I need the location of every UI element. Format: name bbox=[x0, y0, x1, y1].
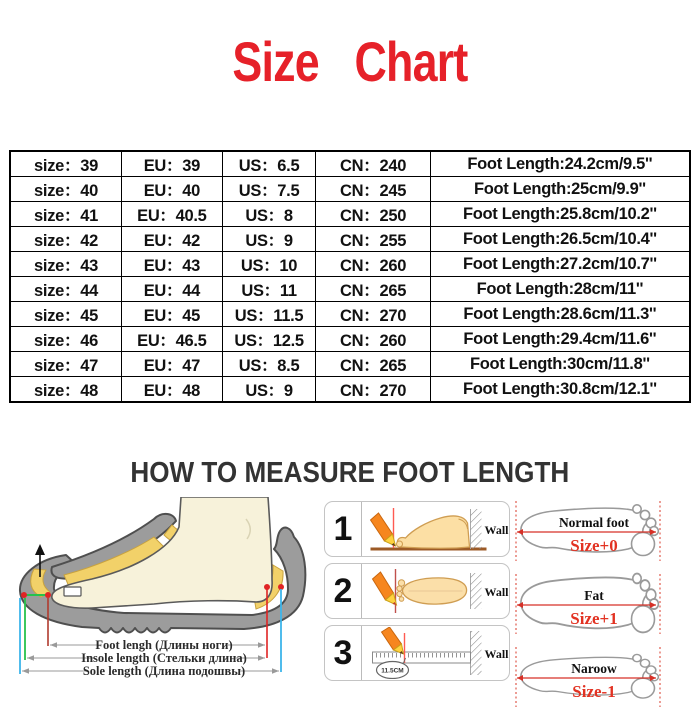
size-table-row bbox=[10, 302, 690, 327]
eu-cell: EU：47 bbox=[122, 352, 223, 377]
eu-cell: EU：46.5 bbox=[122, 327, 223, 352]
measure-step-1 bbox=[324, 501, 510, 557]
foot-length-cell: Foot Length:29.4cm/11.6'' bbox=[430, 327, 690, 352]
page-title bbox=[0, 30, 700, 94]
size-cell: size：42 bbox=[10, 227, 122, 252]
size-cell: size：48 bbox=[10, 377, 122, 403]
size-cell: size：41 bbox=[10, 202, 122, 227]
eu-cell: EU：42 bbox=[122, 227, 223, 252]
cn-cell: CN：255 bbox=[316, 227, 430, 252]
size-table-row bbox=[10, 377, 690, 403]
size-table-row bbox=[10, 352, 690, 377]
foot-length-cell: Foot Length:30cm/11.8'' bbox=[430, 352, 690, 377]
size-table-row bbox=[10, 177, 690, 202]
foot-type-name: Naroow bbox=[571, 661, 617, 676]
step-2-illustration bbox=[362, 565, 509, 617]
us-cell: US：11 bbox=[222, 277, 316, 302]
step-1-illustration bbox=[362, 503, 509, 555]
sole-length-label: Sole length (Длина подошвы) bbox=[82, 664, 246, 678]
size-chart-infographic bbox=[0, 30, 700, 711]
foot-side-view bbox=[397, 516, 469, 548]
measure-step-3 bbox=[324, 625, 510, 681]
up-arrow-icon bbox=[35, 544, 45, 555]
cn-cell: CN：270 bbox=[316, 377, 430, 403]
us-cell: US：12.5 bbox=[222, 327, 316, 352]
pencil-icon bbox=[373, 572, 397, 605]
wall-label: Wall bbox=[484, 523, 509, 537]
cn-cell: CN：265 bbox=[316, 352, 430, 377]
foot-type-diagrams bbox=[506, 499, 698, 718]
size-cell: size：47 bbox=[10, 352, 122, 377]
cn-cell: CN：260 bbox=[316, 252, 430, 277]
step-number: 3 bbox=[325, 626, 362, 680]
us-cell: US：9 bbox=[222, 377, 316, 403]
foot-type-normal bbox=[506, 499, 698, 563]
wall-label: Wall bbox=[484, 647, 509, 661]
shoe-cross-section-diagram bbox=[4, 497, 316, 709]
foot-type-narrow bbox=[506, 645, 698, 709]
foot-length-label: Foot lengh (Длины ноги) bbox=[95, 638, 233, 652]
size-table bbox=[9, 150, 691, 403]
size-table-row bbox=[10, 227, 690, 252]
us-cell: US：9 bbox=[222, 227, 316, 252]
size-cell: size：39 bbox=[10, 151, 122, 177]
eu-cell: EU：43 bbox=[122, 252, 223, 277]
eu-cell: EU：45 bbox=[122, 302, 223, 327]
foot-length-cell: Foot Length:24.2cm/9.5'' bbox=[430, 151, 690, 177]
cn-cell: CN：270 bbox=[316, 302, 430, 327]
eu-cell: EU：39 bbox=[122, 151, 223, 177]
cn-cell: CN：250 bbox=[316, 202, 430, 227]
pencil-icon bbox=[371, 513, 396, 546]
insole-length-label: Insole length (Стельки длина) bbox=[81, 651, 247, 665]
measure-heading-text: HOW TO MEASURE FOOT LENGTH bbox=[130, 457, 570, 489]
foot-type-fat bbox=[506, 572, 698, 636]
wall-label: Wall bbox=[484, 585, 509, 599]
size-table-body bbox=[10, 151, 690, 402]
size-cell: size：43 bbox=[10, 252, 122, 277]
foot-type-size: Size-1 bbox=[572, 682, 616, 701]
step-3-illustration bbox=[362, 627, 509, 679]
foot-length-cell: Foot Length:25.8cm/10.2'' bbox=[430, 202, 690, 227]
us-cell: US：7.5 bbox=[222, 177, 316, 202]
us-cell: US：6.5 bbox=[222, 151, 316, 177]
eu-cell: EU：40.5 bbox=[122, 202, 223, 227]
foot-type-name: Normal foot bbox=[558, 515, 630, 530]
foot-length-cell: Foot Length:30.8cm/12.1'' bbox=[430, 377, 690, 403]
step-number: 1 bbox=[325, 502, 362, 556]
size-cell: size：45 bbox=[10, 302, 122, 327]
us-cell: US：11.5 bbox=[222, 302, 316, 327]
toe-notch bbox=[64, 587, 81, 596]
wall-hatch bbox=[471, 631, 482, 675]
eu-cell: EU：40 bbox=[122, 177, 223, 202]
cn-cell: CN：245 bbox=[316, 177, 430, 202]
size-table-row bbox=[10, 202, 690, 227]
size-table-row bbox=[10, 277, 690, 302]
cn-cell: CN：265 bbox=[316, 277, 430, 302]
page-title-text: Size Chart bbox=[232, 30, 468, 93]
foot-length-cell: Foot Length:28cm/11'' bbox=[430, 277, 690, 302]
step-number: 2 bbox=[325, 564, 362, 618]
size-cell: size：40 bbox=[10, 177, 122, 202]
foot-type-name: Fat bbox=[584, 588, 604, 603]
us-cell: US：10 bbox=[222, 252, 316, 277]
pencil-icon bbox=[382, 627, 404, 654]
cn-cell: CN：240 bbox=[316, 151, 430, 177]
size-table-row bbox=[10, 252, 690, 277]
wall-hatch bbox=[471, 573, 482, 609]
cn-cell: CN：260 bbox=[316, 327, 430, 352]
foot-length-cell: Foot Length:25cm/9.9'' bbox=[430, 177, 690, 202]
foot-length-cell: Foot Length:28.6cm/11.3'' bbox=[430, 302, 690, 327]
measure-illustrations bbox=[0, 497, 700, 711]
size-table-row bbox=[10, 327, 690, 352]
foot-length-cell: Foot Length:26.5cm/10.4'' bbox=[430, 227, 690, 252]
eu-cell: EU：48 bbox=[122, 377, 223, 403]
measure-heading bbox=[0, 457, 700, 489]
us-cell: US：8.5 bbox=[222, 352, 316, 377]
wall-hatch bbox=[471, 509, 482, 549]
eu-cell: EU：44 bbox=[122, 277, 223, 302]
measurement-value: 11.5CM bbox=[381, 667, 404, 675]
size-table-row bbox=[10, 151, 690, 177]
size-cell: size：44 bbox=[10, 277, 122, 302]
measure-step-2 bbox=[324, 563, 510, 619]
foot-length-cell: Foot Length:27.2cm/10.7'' bbox=[430, 252, 690, 277]
foot-type-size: Size+0 bbox=[570, 536, 618, 555]
us-cell: US：8 bbox=[222, 202, 316, 227]
foot-type-size: Size+1 bbox=[570, 609, 618, 628]
size-cell: size：46 bbox=[10, 327, 122, 352]
measure-steps bbox=[324, 501, 510, 687]
